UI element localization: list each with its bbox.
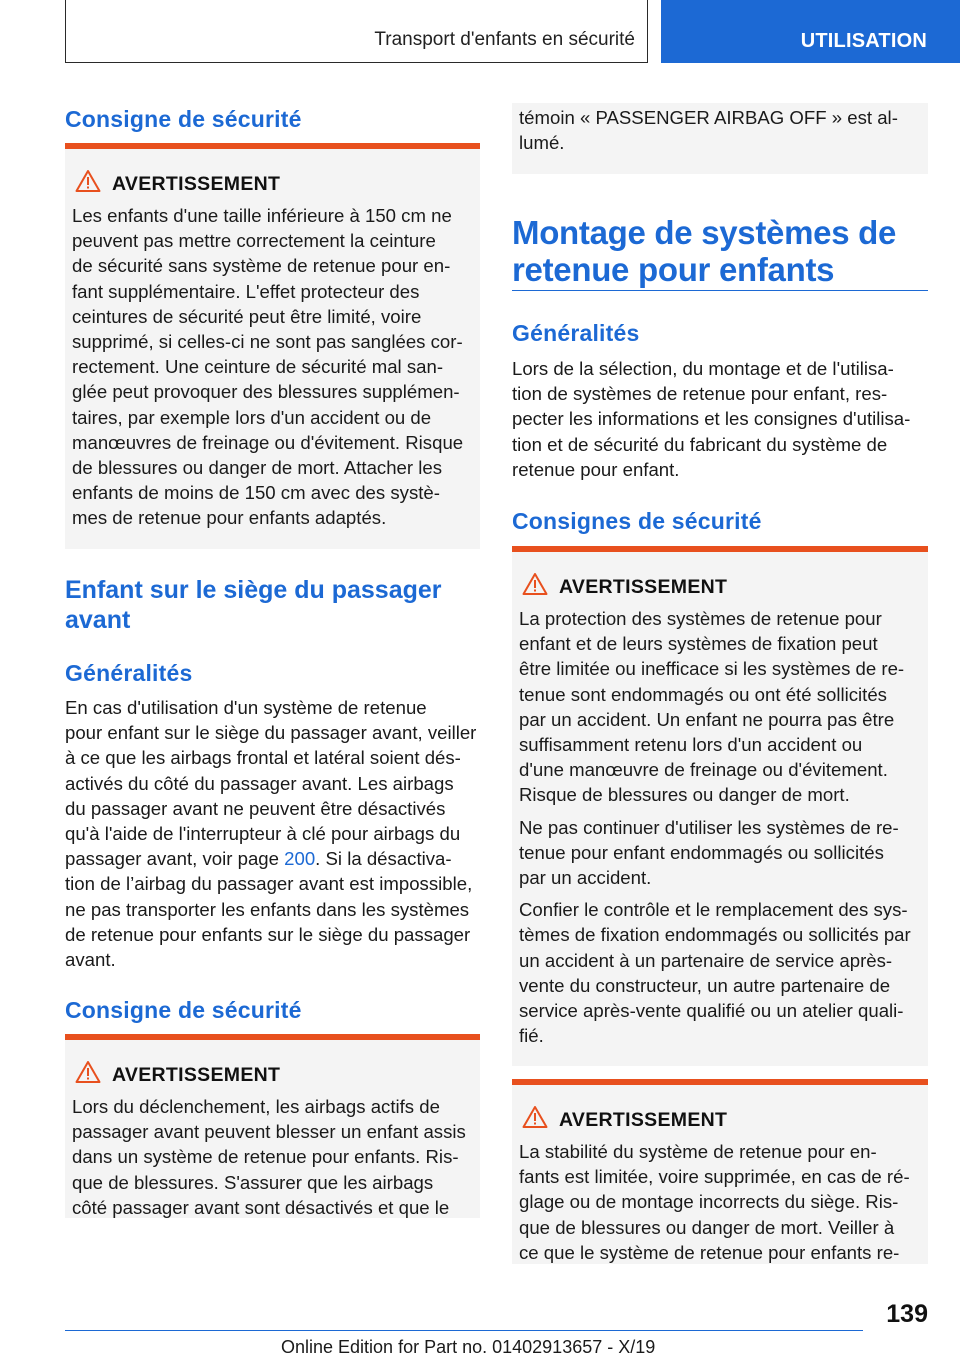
warning-box-2 <box>65 1034 480 1218</box>
header-section-title: Transport d'enfants en sécurité <box>374 29 635 50</box>
heading-safety-notes: Consignes de sécurité <box>512 508 762 534</box>
heading-general: Généralités <box>512 320 640 346</box>
warning-title: AVERTISSEMENT <box>112 1064 281 1086</box>
heading-safety-note-2: Consigne de sécurité <box>65 997 302 1023</box>
warning-triangle-icon <box>75 1060 101 1084</box>
heading-rule <box>512 290 928 291</box>
warning-box <box>65 143 480 549</box>
warning-title: AVERTISSEMENT <box>559 576 728 598</box>
warning-title: AVERTISSEMENT <box>559 1109 728 1131</box>
footer-rule <box>65 1330 863 1331</box>
warning-triangle-icon <box>522 572 548 596</box>
heading-safety-note: Consigne de sécurité <box>65 106 302 132</box>
warning-box-4 <box>512 1079 928 1264</box>
warning-continuation-text: témoin « PASSENGER AIRBAG OFF » est al- lumé. <box>519 107 898 154</box>
general-paragraph: En cas d'utilisation d'un système de retenue pour enfant sur le siège du passager avant, veiller à ce que les airbags frontal et latéral soient dés- activés du côté du passager avant. Les airbags du passager avant ne peuvent être désactivés qu'à l'aide de l'interrupteur à clé pour airbags du passager avant, voir page 200. Si la désactiva- tion de l’airbag du passager avant est impossible, ne pas transporter les enfants dans les systèmes de retenue pour enfants sur le siège du passager avant. <box>65 697 477 971</box>
general-paragraph: Lors de la sélection, du montage et de l'utilisa- tion de systèmes de retenue pour enfant, res- pecter les informations et les consignes d'utilisa- tion et de sécurité du fabricant du système de retenue pour enfant. <box>512 358 911 480</box>
header-chapter-title: UTILISATION <box>800 30 927 52</box>
page-number: 139 <box>886 1300 928 1328</box>
heading-front-passenger: Enfant sur le siège du passager avant <box>65 576 442 634</box>
heading-general: Généralités <box>65 660 193 686</box>
warning-triangle-icon <box>522 1105 548 1129</box>
header-chapter-tab[interactable] <box>661 0 960 63</box>
footer-edition: Online Edition for Part no. 01402913657 - X/19 <box>281 1337 656 1357</box>
header-section-box <box>65 0 648 63</box>
warning-box-3 <box>512 546 928 1066</box>
warning-continuation-box <box>512 103 928 174</box>
warning-text: Lors du déclenchement, les airbags actifs de passager avant peuvent blesser un enfant assis dans un système de retenue pour enfants. Ris- que de blessures. S'assurer que les airbags côté passager avant sont désactivés et que le <box>72 1096 466 1218</box>
warning-text: La stabilité du système de retenue pour en- fants est limitée, voire supprimée, en cas de ré- glage ou de montage incorrects du siège. Ris- que de blessures ou danger de mort. Veiller à ce que le système de retenue pour enfants re- <box>519 1141 910 1263</box>
heading-mounting-child-seats: Montage de systèmes de retenue pour enfants <box>512 214 897 288</box>
warning-text: La protection des systèmes de retenue pour enfant et de leurs systèmes de fixation peut être limitée ou inefficace si les systèmes de re- tenue sont endommagés ou ont été sollicités par un accident. Un enfant ne pourra pas être suffisamment retenu lors d'un accident ou d'une manœuvre de freinage ou d'évitement. Risque de blessures ou danger de mort. Ne pas continuer d'utiliser les systèmes de re- tenue pour enfant endommagés ou sollicités par un accident. Confier le contrôle et le remplacement des sys- tèmes de fixation endommagés ou sollicités par un accident à un partenaire de service après- vente du constructeur, un autre partenaire de service après-vente qualifié ou un atelier quali- fié. <box>519 608 911 1047</box>
warning-title: AVERTISSEMENT <box>112 173 281 195</box>
warning-text: Les enfants d'une taille inférieure à 150 cm ne peuvent pas mettre correctement la ceinture de sécurité sans système de retenue pour en- fant supplémentaire. L'effet protecteur des ceintures de sécurité peut être limité, voire supprimé, si celles-ci ne sont pas sanglées cor- rectement. Une ceinture de sécurité mal san- glée peut provoquer des blessures supplémen- taires, par exemple lors d'un accident ou de manœuvres de freinage ou d'évitement. Risque de blessures ou danger de mort. Attacher les enfants de moins de 150 cm avec des systè- mes de retenue pour enfants adaptés. <box>72 205 464 529</box>
warning-triangle-icon <box>75 169 101 193</box>
page-reference-link[interactable]: 200 <box>284 848 316 870</box>
